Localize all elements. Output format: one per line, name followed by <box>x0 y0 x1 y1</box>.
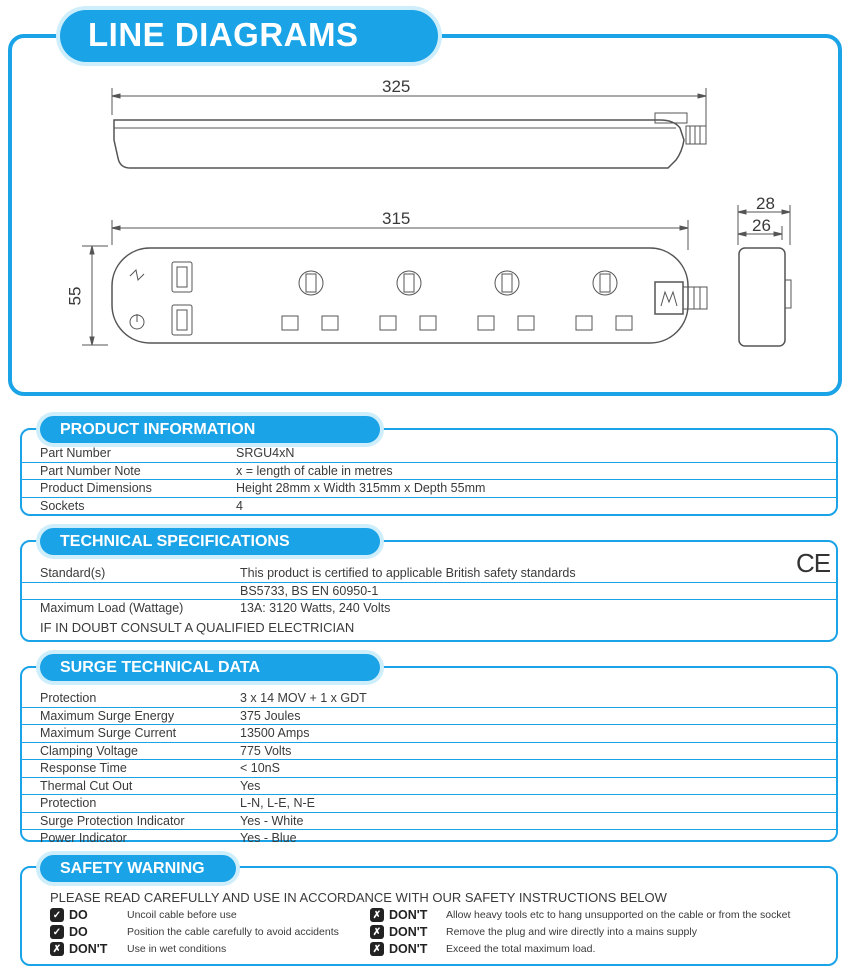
list-item: ✗ DON'T Remove the plug and wire directly into a mains supply <box>370 924 697 940</box>
table-row: Protection L-N, L-E, N-E <box>22 795 838 813</box>
cross-icon: ✗ <box>370 942 384 956</box>
table-row: Power Indicator Yes - Blue <box>40 831 297 845</box>
check-icon: ✓ <box>50 908 64 922</box>
table-row: Thermal Cut Out Yes <box>22 777 838 795</box>
dimension-length-top: 325 <box>382 77 411 96</box>
cross-icon: ✗ <box>370 925 384 939</box>
table-row: Response Time < 10nS <box>22 760 838 778</box>
cross-icon: ✗ <box>50 942 64 956</box>
list-item: ✗ DON'T Allow heavy tools etc to hang unsupported on the cable or from the socket <box>370 907 790 923</box>
table-row: Standard(s) This product is certified to applicable British safety standards <box>22 565 838 582</box>
dimension-depth-outer: 28 <box>756 194 775 213</box>
check-icon: ✓ <box>50 925 64 939</box>
table-row: BS5733, BS EN 60950-1 <box>22 582 838 600</box>
table-row: Surge Protection Indicator Yes - White <box>22 812 838 830</box>
table-row: Maximum Load (Wattage) 13A: 3120 Watts, 240 Volts <box>40 601 391 615</box>
table-row: Product Dimensions Height 28mm x Width 315mm x Depth 55mm <box>22 480 838 498</box>
table-row: Protection 3 x 14 MOV + 1 x GDT <box>22 690 838 707</box>
dimension-length-front: 315 <box>382 209 411 228</box>
technical-specifications-table <box>22 565 838 617</box>
consult-electrician-note: IF IN DOUBT CONSULT A QUALIFIED ELECTRICIAN <box>40 620 355 635</box>
dimension-depth-inner: 26 <box>752 216 771 235</box>
surge-data-table <box>22 690 838 847</box>
table-row: Part Number SRGU4xN <box>22 445 838 462</box>
product-information-table <box>22 445 838 514</box>
product-information-title: PRODUCT INFORMATION <box>40 416 380 443</box>
list-item: ✗ DON'T Exceed the total maximum load. <box>370 941 595 957</box>
table-row: Clamping Voltage 775 Volts <box>22 742 838 760</box>
dimension-height: 55 <box>65 286 85 306</box>
table-row: Sockets 4 <box>40 498 243 513</box>
table-row: Maximum Surge Current 13500 Amps <box>22 725 838 743</box>
list-item: ✗ DON'T Use in wet conditions <box>50 941 226 957</box>
ce-mark: CE <box>796 548 831 578</box>
list-item: ✓ DO Uncoil cable before use <box>50 907 237 923</box>
list-item: ✓ DO Position the cable carefully to avoid accidents <box>50 924 339 940</box>
surge-data-title: SURGE TECHNICAL DATA <box>40 654 380 681</box>
safety-warning-title: SAFETY WARNING <box>40 855 236 882</box>
cross-icon: ✗ <box>370 908 384 922</box>
table-row: Maximum Surge Energy 375 Joules <box>22 707 838 725</box>
line-diagrams-title: LINE DIAGRAMS <box>60 10 438 62</box>
table-row: Part Number Note x = length of cable in metres <box>22 462 838 480</box>
line-diagram-drawings <box>0 0 850 400</box>
technical-specifications-title: TECHNICAL SPECIFICATIONS <box>40 528 380 555</box>
safety-intro: PLEASE READ CAREFULLY AND USE IN ACCORDANCE WITH OUR SAFETY INSTRUCTIONS BELOW <box>50 890 667 905</box>
